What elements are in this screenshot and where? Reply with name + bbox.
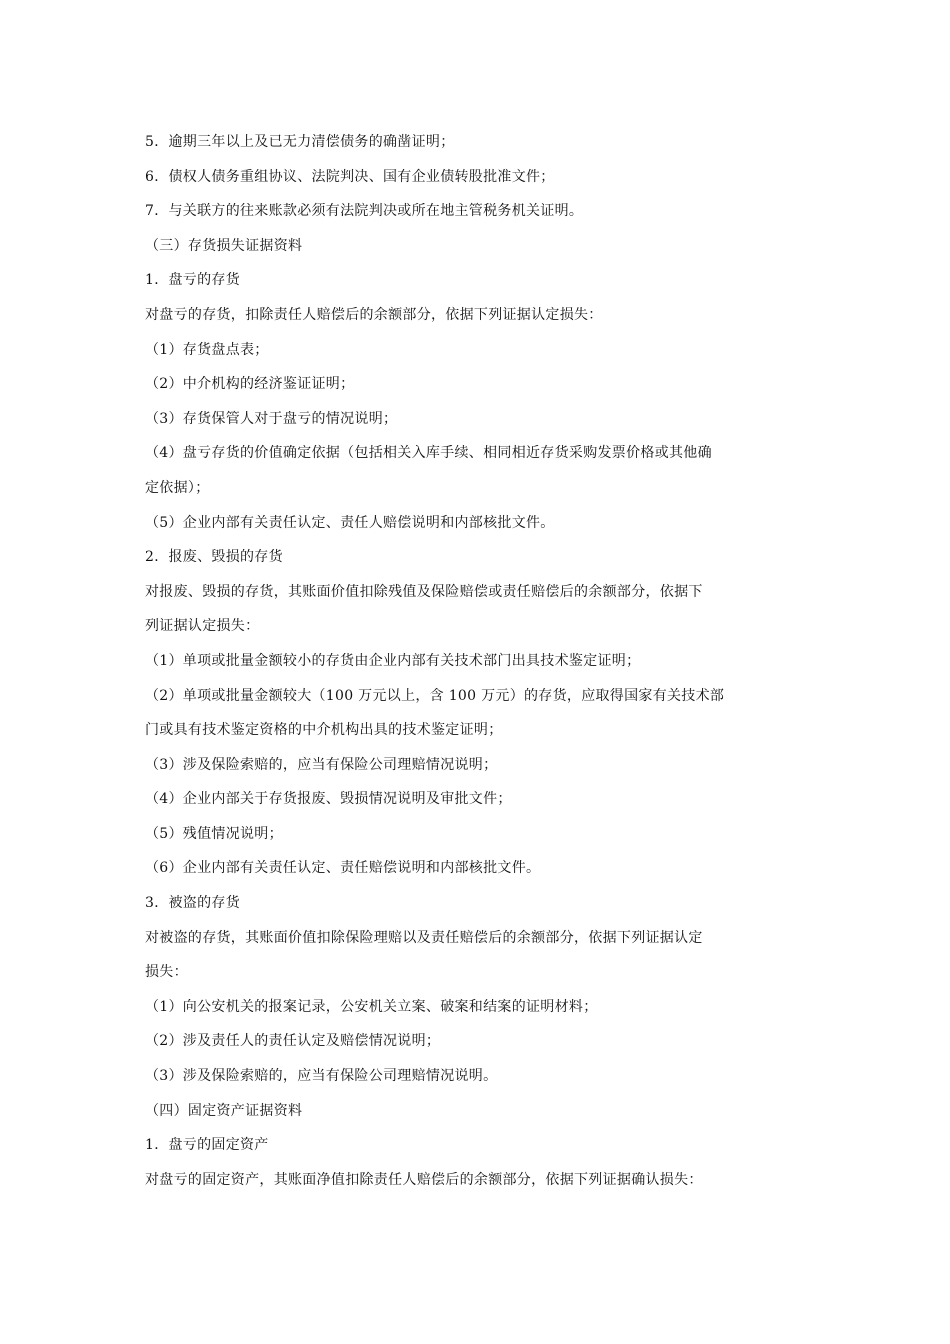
list-item: （2）涉及责任人的责任认定及赔偿情况说明；: [145, 1033, 441, 1050]
list-item: （1）单项或批量金额较小的存货由企业内部有关技术部门出具技术鉴定证明；: [145, 652, 641, 669]
list-item: （5）企业内部有关责任认定、责任人赔偿说明和内部核批文件。: [145, 514, 555, 531]
text-line: 对盘亏的存货，扣除责任人赔偿后的余额部分，依据下列证据认定损失：: [145, 306, 603, 323]
section-heading: （三）存货损失证据资料: [145, 237, 303, 254]
text-line: 7．与关联方的往来账款必须有法院判决或所在地主管税务机关证明。: [145, 203, 584, 220]
list-item: （4）盘亏存货的价值确定依据（包括相关入库手续、相同相近存货采购发票价格或其他确: [145, 445, 712, 462]
text-line: 列证据认定损失：: [145, 618, 260, 635]
text-line: 定依据）；: [145, 479, 210, 496]
text-line: 门或具有技术鉴定资格的中介机构出具的技术鉴定证明；: [145, 722, 503, 739]
list-item: （2）单项或批量金额较大（100 万元以上，含 100 万元）的存货，应取得国家有关技术部: [145, 687, 725, 704]
list-item: （3）涉及保险索赔的，应当有保险公司理赔情况说明；: [145, 756, 498, 773]
text-line: 损失：: [145, 964, 188, 981]
list-item: （4）企业内部关于存货报废、毁损情况说明及审批文件；: [145, 791, 512, 808]
subsection-heading: 1．盘亏的存货: [145, 272, 241, 289]
list-item: （5）残值情况说明；: [145, 825, 283, 842]
text-line: 5．逾期三年以上及已无力清偿债务的确凿证明；: [145, 134, 455, 150]
text-line: 对报废、毁损的存货，其账面价值扣除残值及保险赔偿或责任赔偿后的余额部分，依据下: [145, 583, 703, 600]
section-heading: （四）固定资产证据资料: [145, 1102, 303, 1119]
text-line: 对被盗的存货，其账面价值扣除保险理赔以及责任赔偿后的余额部分，依据下列证据认定: [145, 929, 703, 946]
list-item: （3）存货保管人对于盘亏的情况说明；: [145, 410, 398, 427]
document-body: [145, 125, 810, 1197]
subsection-heading: 1．盘亏的固定资产: [145, 1137, 269, 1154]
list-item: （1）向公安机关的报案记录，公安机关立案、破案和结案的证明材料；: [145, 998, 598, 1015]
list-item: （6）企业内部有关责任认定、责任赔偿说明和内部核批文件。: [145, 860, 541, 877]
text-line: 对盘亏的固定资产，其账面净值扣除责任人赔偿后的余额部分，依据下列证据确认损失：: [145, 1171, 703, 1188]
list-item: （2）中介机构的经济鉴证证明；: [145, 376, 355, 393]
subsection-heading: 2．报废、毁损的存货: [145, 549, 283, 566]
list-item: （1）存货盘点表；: [145, 341, 269, 358]
text-line: 6．债权人债务重组协议、法院判决、国有企业债转股批准文件；: [145, 168, 555, 185]
list-item: （3）涉及保险索赔的，应当有保险公司理赔情况说明。: [145, 1068, 498, 1085]
subsection-heading: 3．被盗的存货: [145, 895, 241, 912]
